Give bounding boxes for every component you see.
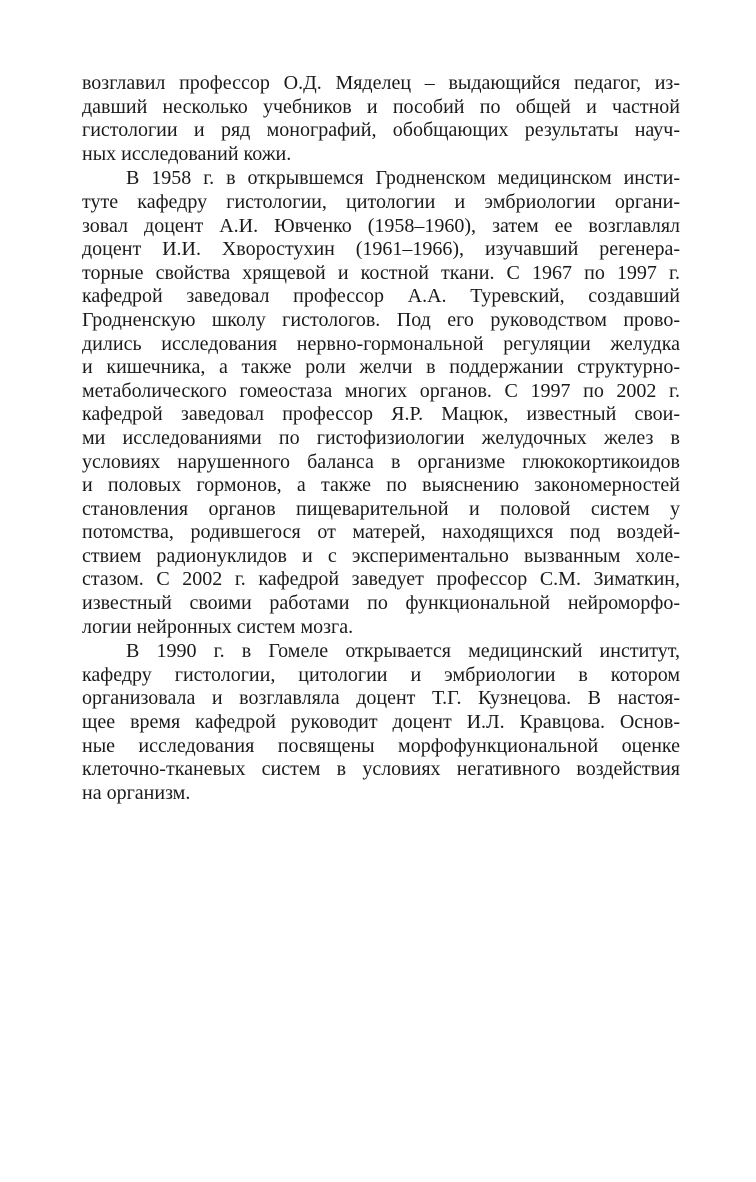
paragraph-3	[82, 640, 680, 805]
text-line: организовала и возглавляла доцент Т.Г. Кузнецова. В настоя-	[82, 687, 680, 710]
text-line: на организм.	[82, 781, 191, 804]
text-line: известный своими работами по функциональной нейроморфо-	[82, 592, 680, 615]
text-line: ные исследования посвящены морфофункциональной оценке	[82, 734, 680, 757]
text-line: дились исследования нервно-гормональной регуляции желудка	[82, 332, 680, 355]
text-line: ми исследованиями по гистофизиологии желудочных желез в	[82, 426, 680, 449]
text-line: кафедру гистологии, цитологии и эмбриологии в котором	[82, 663, 680, 686]
text-line: Гродненскую школу гистологов. Под его руководством прово-	[82, 308, 680, 331]
text-line: потомства, родившегося от матерей, находящихся под воздей-	[82, 521, 680, 544]
text-line: В 1958 г. в открывшемся Гродненском медицинском инсти-	[126, 167, 680, 190]
text-line: доцент И.И. Хворостухин (1961–1966), изучавший регенера-	[82, 238, 680, 261]
text-line: гистологии и ряд монографий, обобщающих результаты науч-	[82, 119, 680, 142]
text-line: возглавил профессор О.Д. Мяделец – выдающийся педагог, из-	[82, 72, 680, 94]
text-line: и половых гормонов, а также по выяснению закономерностей	[82, 474, 680, 497]
text-line: стазом. С 2002 г. кафедрой заведует профессор С.М. Зиматкин,	[82, 568, 680, 591]
text-line: метаболического гомеостаза многих органов. С 1997 по 2002 г.	[82, 379, 680, 402]
text-line: и кишечника, а также роли желчи в поддержании структурно-	[82, 356, 680, 379]
document-page	[82, 72, 680, 805]
text-line: давший несколько учебников и пособий по общей и частной	[82, 95, 680, 118]
text-line: кафедрой заведовал профессор А.А. Туревский, создавший	[82, 285, 680, 308]
paragraph-2	[82, 167, 680, 639]
text-line: клеточно-тканевых систем в условиях негативного воздействия	[82, 758, 680, 781]
text-line: В 1990 г. в Гомеле открывается медицинский институт,	[126, 640, 680, 663]
text-line: условиях нарушенного баланса в организме глюкокортикоидов	[82, 450, 680, 473]
paragraph-1	[82, 72, 680, 166]
text-line: щее время кафедрой руководит доцент И.Л. Кравцова. Основ-	[82, 711, 680, 734]
text-line: логии нейронных систем мозга.	[82, 615, 354, 638]
text-line: ных исследований кожи.	[82, 142, 292, 165]
text-line: кафедрой заведовал профессор Я.Р. Мацюк, известный свои-	[82, 403, 680, 426]
text-line: торные свойства хрящевой и костной ткани. С 1967 по 1997 г.	[82, 261, 680, 284]
text-line: зовал доцент А.И. Ювченко (1958–1960), затем ее возглавлял	[82, 214, 680, 237]
text-line: становления органов пищеварительной и половой систем у	[82, 497, 680, 520]
text-line: туте кафедру гистологии, цитологии и эмбриологии органи-	[82, 190, 680, 213]
text-line: ствием радионуклидов и с экспериментально вызванным холе-	[82, 544, 680, 567]
